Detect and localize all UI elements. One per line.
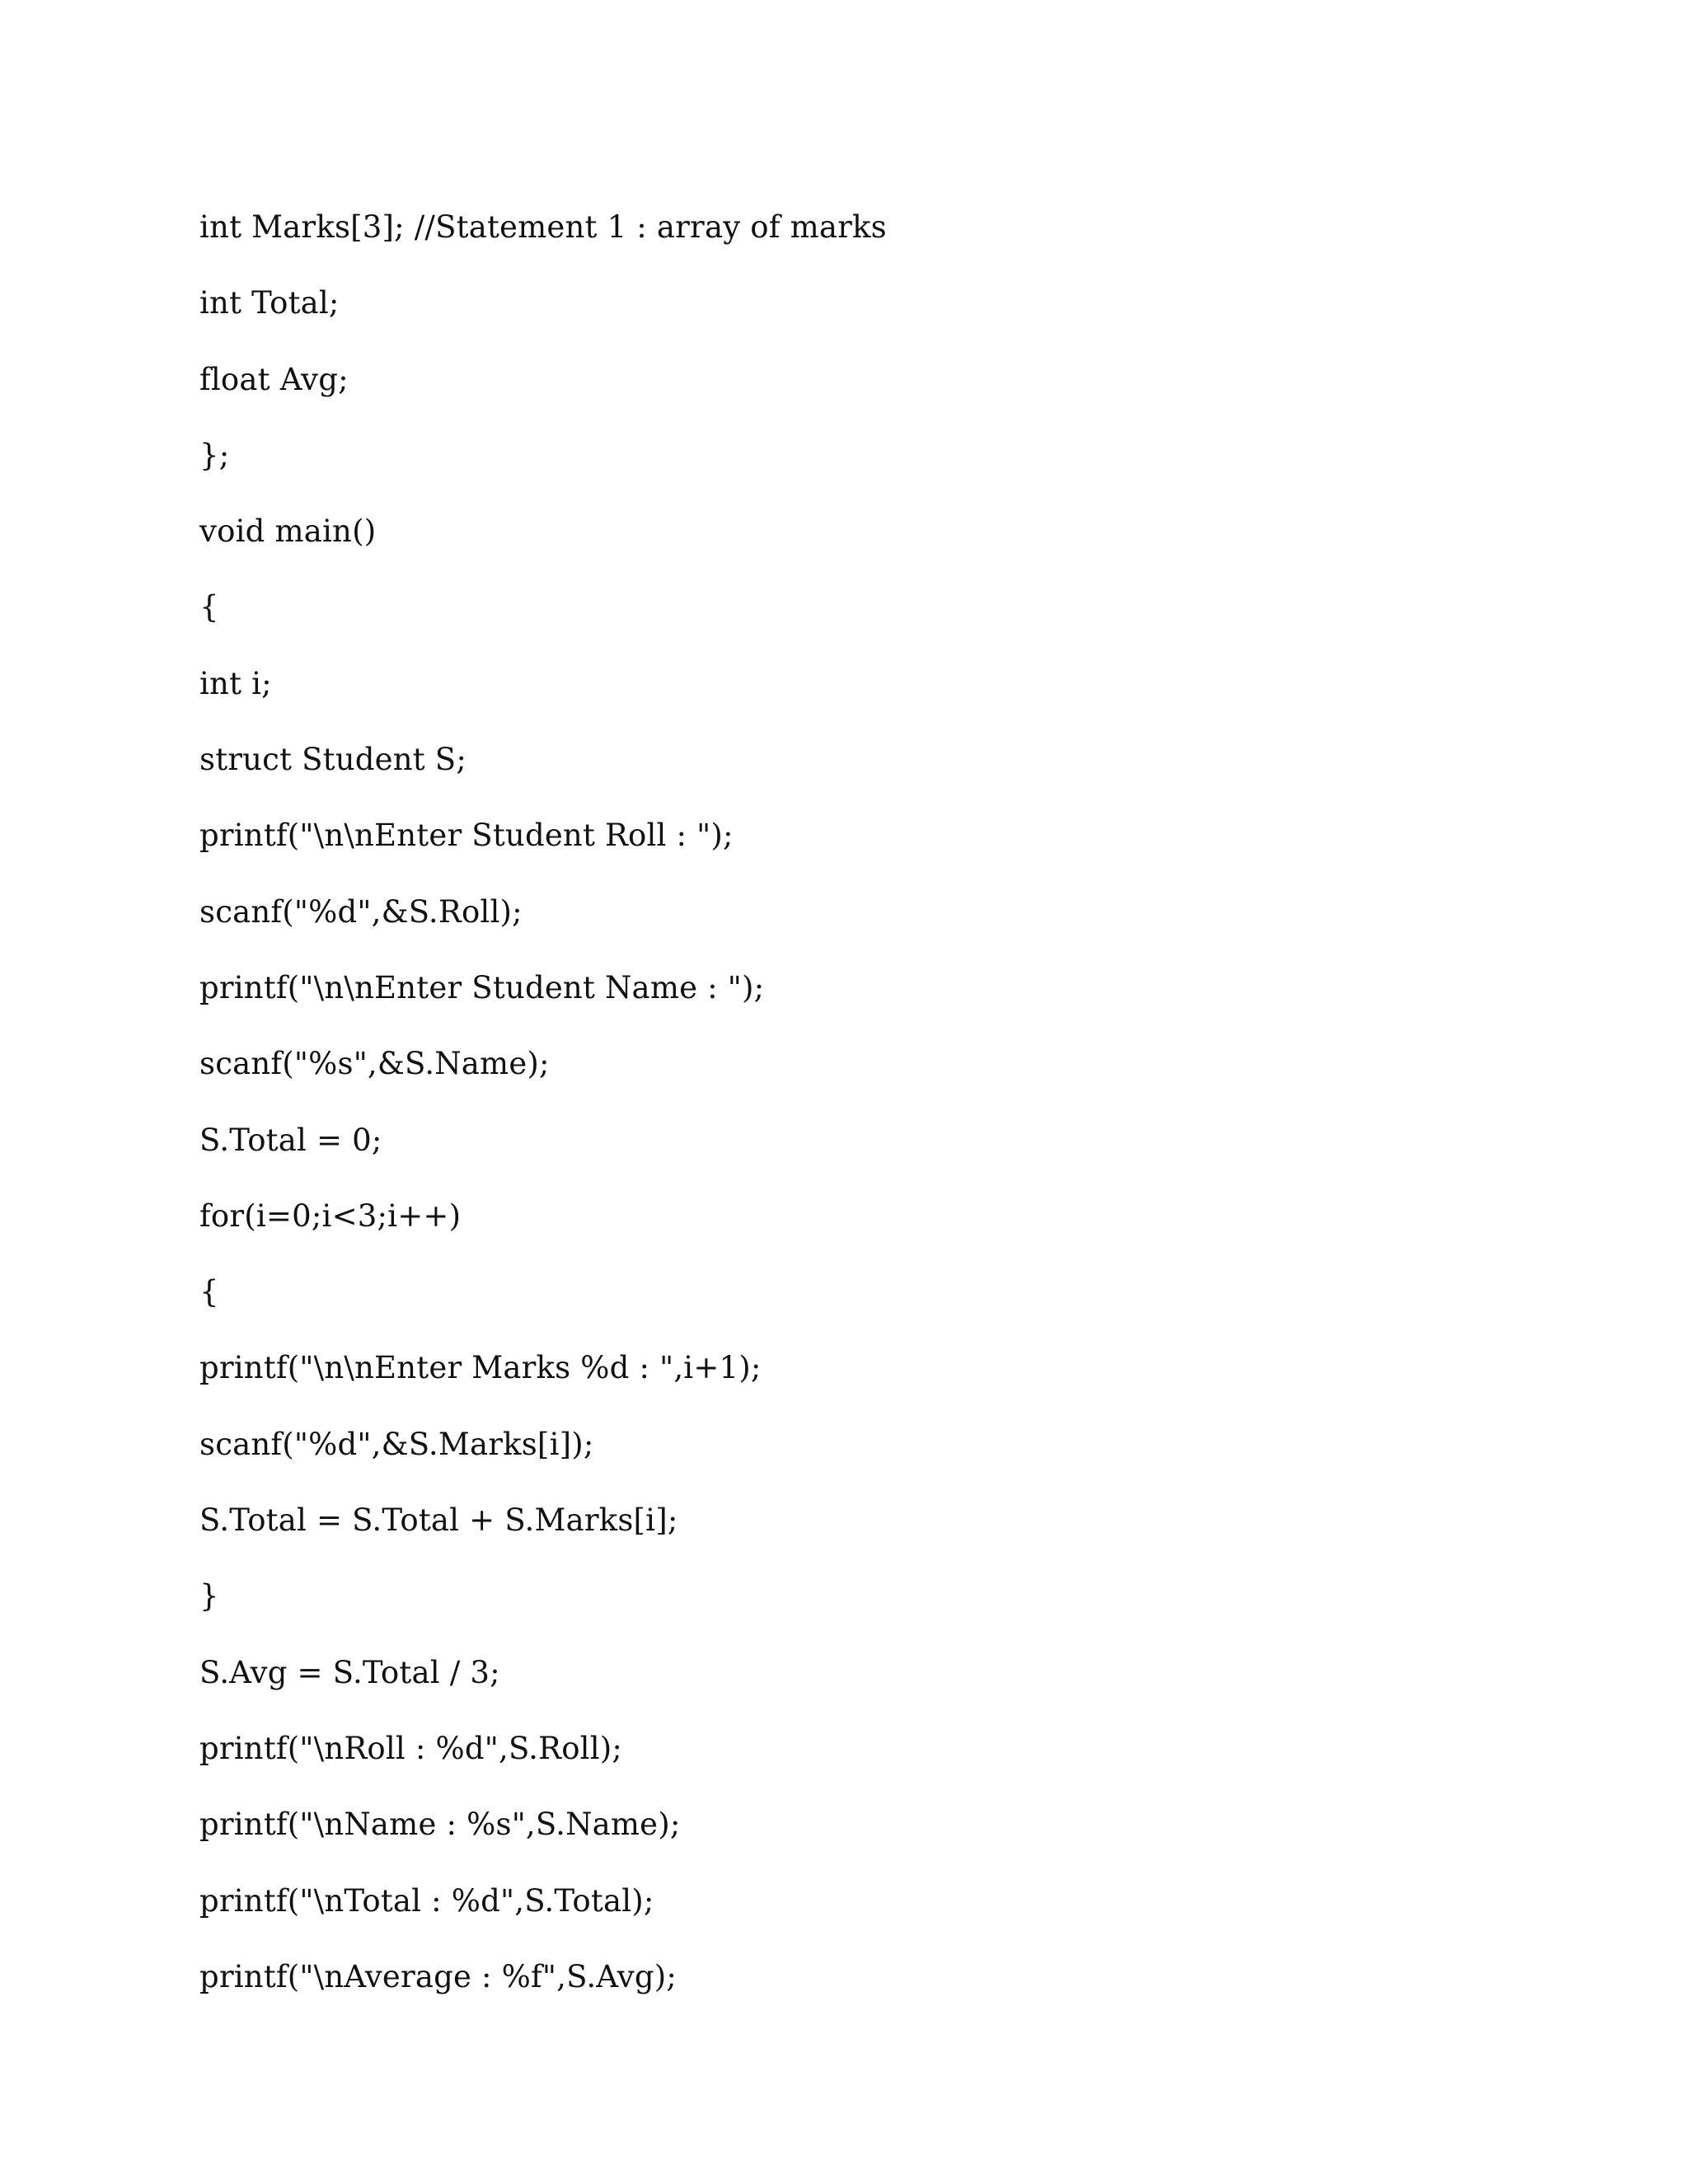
code-line: printf("\n\nEnter Student Name : "); xyxy=(199,969,765,1005)
code-line: { xyxy=(199,1274,219,1310)
code-line: void main() xyxy=(199,513,377,550)
code-line: printf("\n\nEnter Student Roll : "); xyxy=(199,818,734,854)
code-line: int Marks[3]; //Statement 1 : array of marks xyxy=(199,209,887,245)
code-line: int Total; xyxy=(199,285,340,321)
code-line: printf("\nTotal : %d",S.Total); xyxy=(199,1882,654,1919)
code-line: S.Avg = S.Total / 3; xyxy=(199,1654,500,1690)
code-line: printf("\nRoll : %d",S.Roll); xyxy=(199,1730,623,1766)
code-line: scanf("%s",&S.Name); xyxy=(199,1046,550,1082)
code-line: }; xyxy=(199,437,230,473)
code-line: float Avg; xyxy=(199,361,349,397)
code-line: printf("\n\nEnter Marks %d : ",i+1); xyxy=(199,1350,762,1386)
code-listing xyxy=(199,190,1601,2015)
code-line: S.Total = S.Total + S.Marks[i]; xyxy=(199,1502,678,1539)
code-line: } xyxy=(199,1578,219,1615)
code-line: S.Total = 0; xyxy=(199,1122,382,1158)
code-line: scanf("%d",&S.Marks[i]); xyxy=(199,1426,594,1462)
code-line: struct Student S; xyxy=(199,742,467,778)
code-line: { xyxy=(199,589,219,626)
code-line: int i; xyxy=(199,665,272,701)
code-line: printf("\nAverage : %f",S.Avg); xyxy=(199,1958,678,1994)
code-line: for(i=0;i<3;i++) xyxy=(199,1197,462,1234)
code-line: printf("\nName : %s",S.Name); xyxy=(199,1807,681,1843)
code-line: scanf("%d",&S.Roll); xyxy=(199,893,523,930)
